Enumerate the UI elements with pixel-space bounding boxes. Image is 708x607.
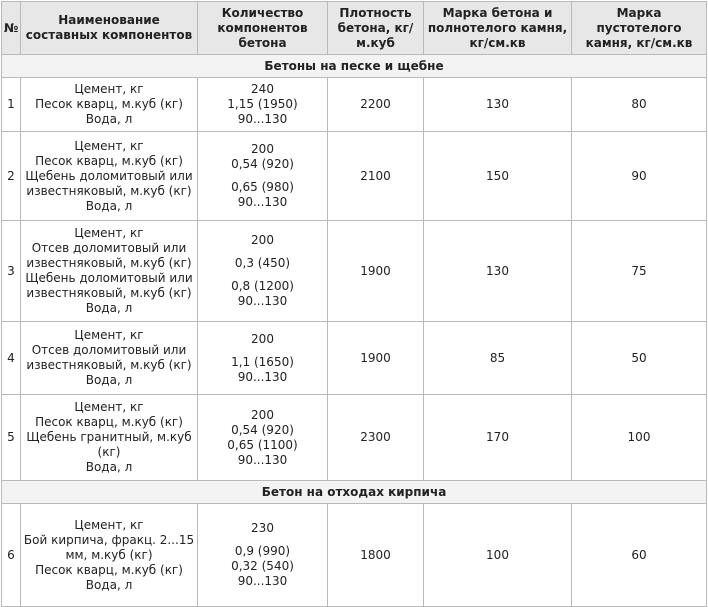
amount-item: 0,32 (540)	[231, 559, 294, 573]
amount-item: 1,15 (1950)	[227, 97, 298, 111]
component-item: Песок кварц, м.куб (кг)	[35, 97, 183, 111]
grade-hollow-cell: 75	[572, 221, 707, 322]
row-number: 1	[2, 78, 21, 132]
component-item: Вода, л	[85, 460, 133, 474]
amount-item: 0,54 (920)	[231, 157, 294, 171]
amount-item: 0,65 (980)	[231, 180, 294, 194]
density-cell: 2300	[328, 395, 424, 481]
component-item: Вода, л	[85, 577, 133, 592]
amount-item: 90...130	[237, 369, 288, 384]
section-title: Бетоны на песке и щебне	[2, 55, 707, 78]
amount-item: 0,65 (1100)	[227, 437, 298, 452]
header-amounts: Количество компонентов бетона	[198, 2, 328, 55]
amounts-cell	[198, 322, 328, 395]
table-row	[2, 78, 707, 132]
amount-item: 90...130	[237, 195, 288, 209]
grade-solid-cell: 150	[424, 132, 572, 221]
amount-item: 0,3 (450)	[234, 256, 291, 270]
component-item: Цемент, кг	[74, 328, 144, 342]
row-number: 4	[2, 322, 21, 395]
amount-item: 200	[251, 407, 274, 422]
section-row	[2, 481, 707, 504]
density-cell: 2200	[328, 78, 424, 132]
component-item: Отсев доломитовый или известняковый, м.куб (кг)	[26, 343, 192, 372]
component-item: Цемент, кг	[74, 226, 144, 240]
grade-solid-cell: 100	[424, 504, 572, 607]
component-item: Цемент, кг	[74, 400, 144, 414]
grade-solid-cell: 85	[424, 322, 572, 395]
amounts-cell	[198, 78, 328, 132]
row-number: 2	[2, 132, 21, 221]
table-row	[2, 504, 707, 607]
amounts-cell	[198, 221, 328, 322]
component-item: Вода, л	[85, 198, 133, 213]
density-cell: 1900	[328, 322, 424, 395]
component-item: Вода, л	[85, 112, 133, 126]
header-number: №	[2, 2, 21, 55]
amount-item: 230	[251, 521, 274, 535]
section-title: Бетон на отходах кирпича	[2, 481, 707, 504]
density-cell: 1900	[328, 221, 424, 322]
section-row	[2, 55, 707, 78]
concrete-mix-table	[1, 1, 707, 607]
grade-solid-cell: 170	[424, 395, 572, 481]
components-cell	[21, 504, 198, 607]
component-item: Щебень доломитовый или известняковый, м.куб (кг)	[25, 271, 193, 300]
component-item: Отсев доломитовый или известняковый, м.куб (кг)	[26, 241, 192, 270]
component-item: Бой кирпича, фракц. 2...15 мм, м.куб (кг)	[23, 532, 195, 562]
amount-item: 1,1 (1650)	[231, 354, 294, 369]
table-row	[2, 322, 707, 395]
grade-solid-cell: 130	[424, 221, 572, 322]
component-item: Цемент, кг	[74, 517, 144, 532]
amounts-cell	[198, 395, 328, 481]
table-row	[2, 395, 707, 481]
header-grade-solid: Марка бетона и полнотелого камня, кг/см.кв	[424, 2, 572, 55]
component-item: Вода, л	[85, 301, 133, 315]
amounts-cell	[198, 504, 328, 607]
component-item: Песок кварц, м.куб (кг)	[35, 415, 183, 429]
table-row	[2, 221, 707, 322]
header-components: Наименование составных компонентов	[21, 2, 198, 55]
amount-item: 0,9 (990)	[234, 544, 291, 558]
density-cell: 1800	[328, 504, 424, 607]
component-item: Песок кварц, м.куб (кг)	[35, 562, 183, 577]
grade-hollow-cell: 60	[572, 504, 707, 607]
component-item: Щебень доломитовый или известняковый, м.куб (кг)	[25, 168, 193, 198]
amount-item: 200	[251, 142, 274, 156]
row-number: 3	[2, 221, 21, 322]
components-cell	[21, 322, 198, 395]
amount-item: 0,54 (920)	[231, 422, 294, 437]
amount-item: 240	[251, 82, 274, 96]
grade-hollow-cell: 90	[572, 132, 707, 221]
components-cell	[21, 395, 198, 481]
table-row	[2, 132, 707, 221]
component-item: Вода, л	[85, 373, 133, 387]
grade-hollow-cell: 80	[572, 78, 707, 132]
amount-item: 0,8 (1200)	[231, 279, 294, 293]
header-row	[2, 2, 707, 55]
header-density: Плотность бетона, кг/м.куб	[328, 2, 424, 55]
amount-item: 90...130	[237, 294, 288, 308]
grade-hollow-cell: 100	[572, 395, 707, 481]
amount-item: 200	[251, 331, 274, 346]
row-number: 5	[2, 395, 21, 481]
header-grade-hollow: Марка пустотелого камня, кг/см.кв	[572, 2, 707, 55]
grade-hollow-cell: 50	[572, 322, 707, 395]
grade-solid-cell: 130	[424, 78, 572, 132]
amount-item: 90...130	[237, 452, 288, 467]
density-cell: 2100	[328, 132, 424, 221]
component-item: Щебень гранитный, м.куб (кг)	[26, 430, 192, 459]
component-item: Цемент, кг	[74, 82, 144, 96]
components-cell	[21, 221, 198, 322]
row-number: 6	[2, 504, 21, 607]
amounts-cell	[198, 132, 328, 221]
amount-item: 90...130	[237, 574, 288, 588]
component-item: Цемент, кг	[74, 138, 144, 153]
components-cell	[21, 132, 198, 221]
components-cell	[21, 78, 198, 132]
amount-item: 200	[251, 233, 274, 247]
amount-item: 90...130	[237, 112, 288, 126]
component-item: Песок кварц, м.куб (кг)	[35, 153, 183, 168]
